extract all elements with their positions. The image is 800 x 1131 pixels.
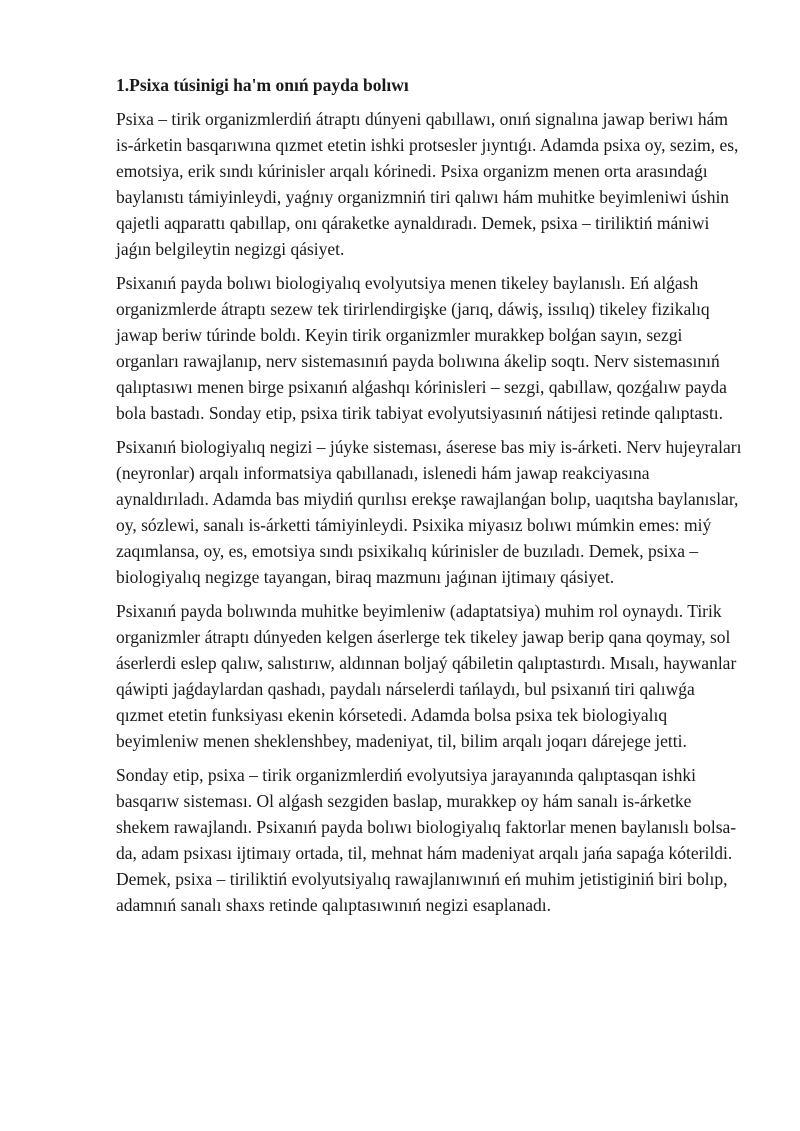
- paragraph-5: Sonday etip, psixa – tirik organizmlerdiń evolyutsiya jarayanında qalıptasqan ishki basqarıw sisteması. Ol alǵash sezgiden baslap, murakkep oy hám sanalı is-árketke shekem rawajlandı. Psixanıń payda bolıwı biologiyalıq faktorlar menen baylanıslı bolsa-da, adam psixası ijtimaıy ortada, til, mehnat hám madeniyat arqalı jańa sapaǵa kóterildi. Demek, psixa – tiriliktiń evolyutsiyalıq rawajlanıwınıń eń muhim jetistiginiń biri bolıp, adamnıń sanalı shaxs retinde qalıptasıwınıń negizi esaplanadı.: [116, 765, 737, 915]
- document-page: [116, 72, 746, 926]
- paragraph-3: Psixanıń biologiyalıq negizi – júyke sisteması, áserese bas miy is-árketi. Nerv hujeyraları (neyronlar) arqalı informatsiya qabıllanadı, islenedi hám jawap reakciyasına aynaldırıladı. Adamda bas miydiń qurılısı erekşe rawajlanǵan bolıp, uaqıtsha baylanıslar, oy, sózlewi, sanalı is-árketti támiyinleydi. Psixika miyasız bolıwı múmkin emes: miý zaqımlansa, oy, es, emotsiya sındı psixikalıq kúrinisler de buzıladı. Demek, psixa – biologiyalıq negizge tayangan, biraq mazmunı jaǵınan ijtimaıy qásiyet.: [116, 437, 742, 587]
- document-heading: 1.Psixa túsinigi ha'm onıń payda bolıwı: [116, 75, 409, 95]
- paragraph-2: Psixanıń payda bolıwı biologiyalıq evolyutsiya menen tikeley baylanıslı. Eń alǵash organizmlerde átraptı sezew tek tirirlendirgişke (jarıq, dáwiş, issılıq) tikeley fizikalıq jawap beriw túrinde boldı. Keyin tirik organizmler murakkep bolǵan sayın, sezgi organları rawajlanıp, nerv sistemasınıń payda bolıwına ákelip soqtı. Nerv sistemasınıń qalıptasıwı menen birge psixanıń alǵashqı kórinisleri – sezgi, qabıllaw, qozǵalıw payda bola bastadı. Sonday etip, psixa tirik tabiyat evolyutsiyasınıń nátijesi retinde qalıptastı.: [116, 273, 727, 423]
- paragraph-4: Psixanıń payda bolıwında muhitke beyimleniw (adaptatsiya) muhim rol oynaydı. Tirik organizmler átraptı dúnyeden kelgen áserlerge tek tikeley jawap berip qana qoymay, sol áserlerdi eslep qalıw, salıstırıw, aldınnan boljaý qábiletin qalıptastırdı. Mısalı, haywanlar qáwipti jaǵdaylardan qashadı, paydalı nárselerdi tańlaydı, bul psixanıń tiri qalıwǵa qızmet etetin funksiyası ekenin kórsetedi. Adamda bolsa psixa tek biologiyalıq beyimleniw menen sheklenshbey, madeniyat, til, bilim arqalı joqarı dárejege jetti.: [116, 601, 737, 751]
- paragraph-1: Psixa – tirik organizmlerdiń átraptı dúnyeni qabıllawı, onıń signalına jawap beriwı hám is-árketin basqarıwına qızmet etetin ishki protsesler jıyntıǵı. Adamda psixa oy, sezim, es, emotsiya, erik sındı kúrinisler arqalı kórinedi. Psixa organizm menen orta arasındaǵı baylanıstı támiyinleydi, yaǵnıy organizmniń tiri qalıwı hám muhitke beyimleniwi úshin qajetli aqparattı qabıllap, onı qáraketke aynaldıradı. Demek, psixa – tiriliktiń mániwi jaǵın belgileytin negizgi qásiyet.: [116, 109, 739, 259]
